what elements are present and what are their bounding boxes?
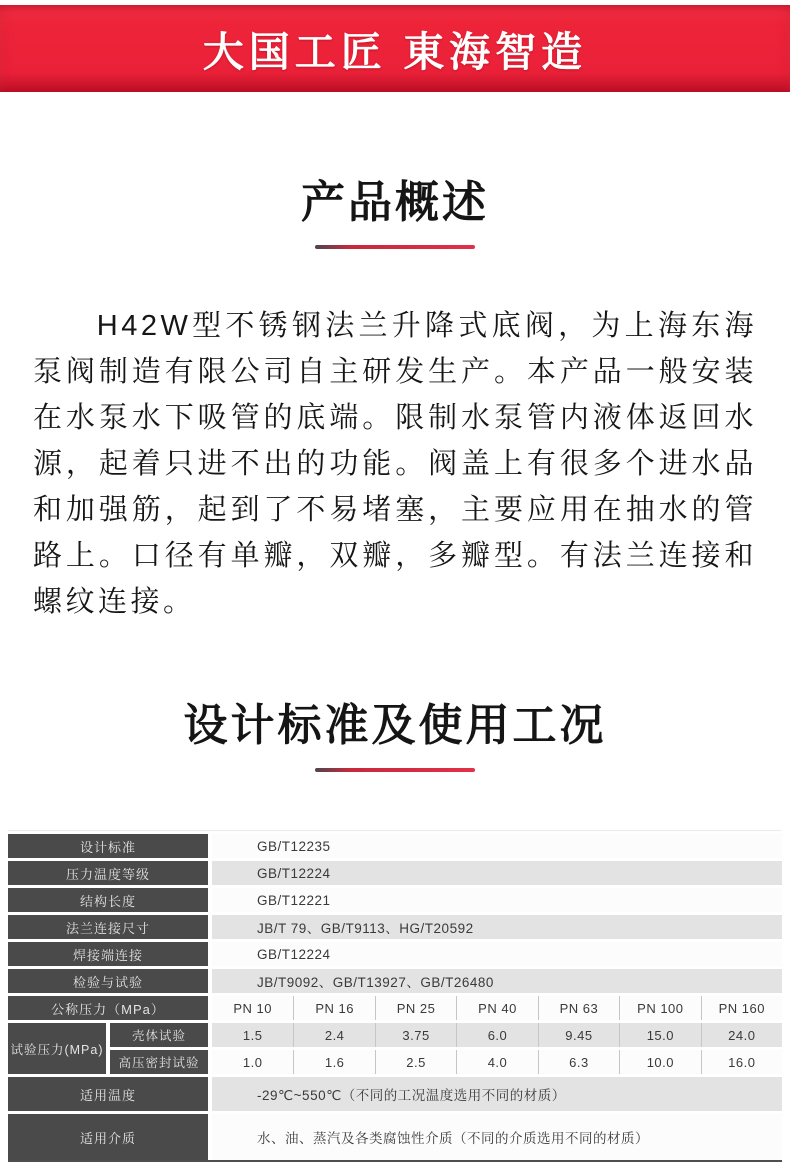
value-cell: 1.0 bbox=[242, 1054, 263, 1070]
value-cell: 6.3 bbox=[538, 1050, 619, 1074]
value-cell: 1.6 bbox=[293, 1050, 374, 1074]
row-value: GB/T12224 bbox=[212, 861, 782, 885]
row-value: GB/T12235 bbox=[212, 834, 782, 858]
row-label: 检验与试验 bbox=[8, 969, 208, 993]
table-row-nominal-pressure bbox=[8, 996, 782, 1020]
row-label: 焊接端连接 bbox=[8, 942, 208, 966]
row-value: JB/T 79、GB/T9113、HG/T20592 bbox=[212, 915, 782, 939]
overview-paragraph: H42W型不锈钢法兰升降式底阀，为上海东海泵阀制造有限公司自主研发生产。本产品一般安装在水泵水下吸管的底端。限制水泵管内液体返回水源，起着只进不出的功能。阀盖上有很多个进水品和加强筋，起到了不易堵塞，主要应用在抽水的管路上。口径有单瓣，双瓣，多瓣型。有法兰连接和螺纹连接。 bbox=[33, 310, 757, 618]
seal-test-values bbox=[212, 1050, 782, 1074]
row-label: 结构长度 bbox=[8, 888, 208, 912]
value-cell: 2.5 bbox=[375, 1050, 456, 1074]
overview-title-underline bbox=[315, 245, 475, 249]
value-cell: 6.0 bbox=[456, 1023, 537, 1047]
value-cell: 24.0 bbox=[701, 1023, 782, 1047]
nominal-pressure-values bbox=[212, 996, 782, 1020]
row-value: -29℃~550℃（不同的工况温度选用不同的材质） bbox=[212, 1077, 782, 1111]
pn-cell: PN 40 bbox=[456, 996, 537, 1020]
table-row-flange-dimensions bbox=[8, 915, 782, 939]
value-cell: 3.75 bbox=[375, 1023, 456, 1047]
table-row-structure-length bbox=[8, 888, 782, 912]
table-row-weld-end bbox=[8, 942, 782, 966]
row-label: 适用介质 bbox=[8, 1114, 208, 1160]
row-value: GB/T12224 bbox=[212, 942, 782, 966]
product-page bbox=[0, 5, 790, 1162]
row-label: 公称压力（MPa） bbox=[8, 996, 208, 1020]
brand-banner-title: 大国工匠 東海智造 bbox=[202, 29, 588, 75]
section-title-specs: 设计标准及使用工况 bbox=[183, 701, 607, 750]
brand-banner bbox=[0, 5, 790, 92]
section-title-overview: 产品概述 bbox=[301, 178, 489, 227]
table-row-test-pressure bbox=[8, 1023, 782, 1074]
table-row-media bbox=[8, 1114, 782, 1160]
specs-title-underline bbox=[315, 768, 475, 772]
row-value: GB/T12221 bbox=[212, 888, 782, 912]
seal-test-label: 高压密封试验 bbox=[110, 1050, 208, 1074]
pn-cell: PN 63 bbox=[538, 996, 619, 1020]
value-cell: 1.5 bbox=[242, 1027, 263, 1043]
value-cell: 15.0 bbox=[619, 1023, 700, 1047]
table-row-design-standard bbox=[8, 834, 782, 858]
spec-table bbox=[8, 830, 782, 1162]
value-cell: 9.45 bbox=[538, 1023, 619, 1047]
test-pressure-label: 试验压力(MPa) bbox=[8, 1023, 106, 1074]
row-label: 法兰连接尺寸 bbox=[8, 915, 208, 939]
row-label: 压力温度等级 bbox=[8, 861, 208, 885]
value-cell: 2.4 bbox=[293, 1023, 374, 1047]
value-cell: 16.0 bbox=[701, 1050, 782, 1074]
pn-cell: PN 160 bbox=[701, 996, 782, 1020]
value-cell: 10.0 bbox=[619, 1050, 700, 1074]
pn-cell: PN 25 bbox=[375, 996, 456, 1020]
table-row-inspection-test bbox=[8, 969, 782, 993]
pn-cell: PN 10 bbox=[233, 1000, 273, 1016]
row-label: 适用温度 bbox=[8, 1077, 208, 1111]
pn-cell: PN 16 bbox=[293, 996, 374, 1020]
value-cell: 4.0 bbox=[456, 1050, 537, 1074]
shell-test-values bbox=[212, 1023, 782, 1047]
pn-cell: PN 100 bbox=[619, 996, 700, 1020]
row-value: 水、油、蒸汽及各类腐蚀性介质（不同的介质选用不同的材质） bbox=[212, 1114, 782, 1160]
table-row-pressure-temp-class bbox=[8, 861, 782, 885]
row-label: 设计标准 bbox=[8, 834, 208, 858]
table-row-temperature bbox=[8, 1077, 782, 1111]
row-value: JB/T9092、GB/T13927、GB/T26480 bbox=[212, 969, 782, 993]
shell-test-label: 壳体试验 bbox=[110, 1023, 208, 1047]
